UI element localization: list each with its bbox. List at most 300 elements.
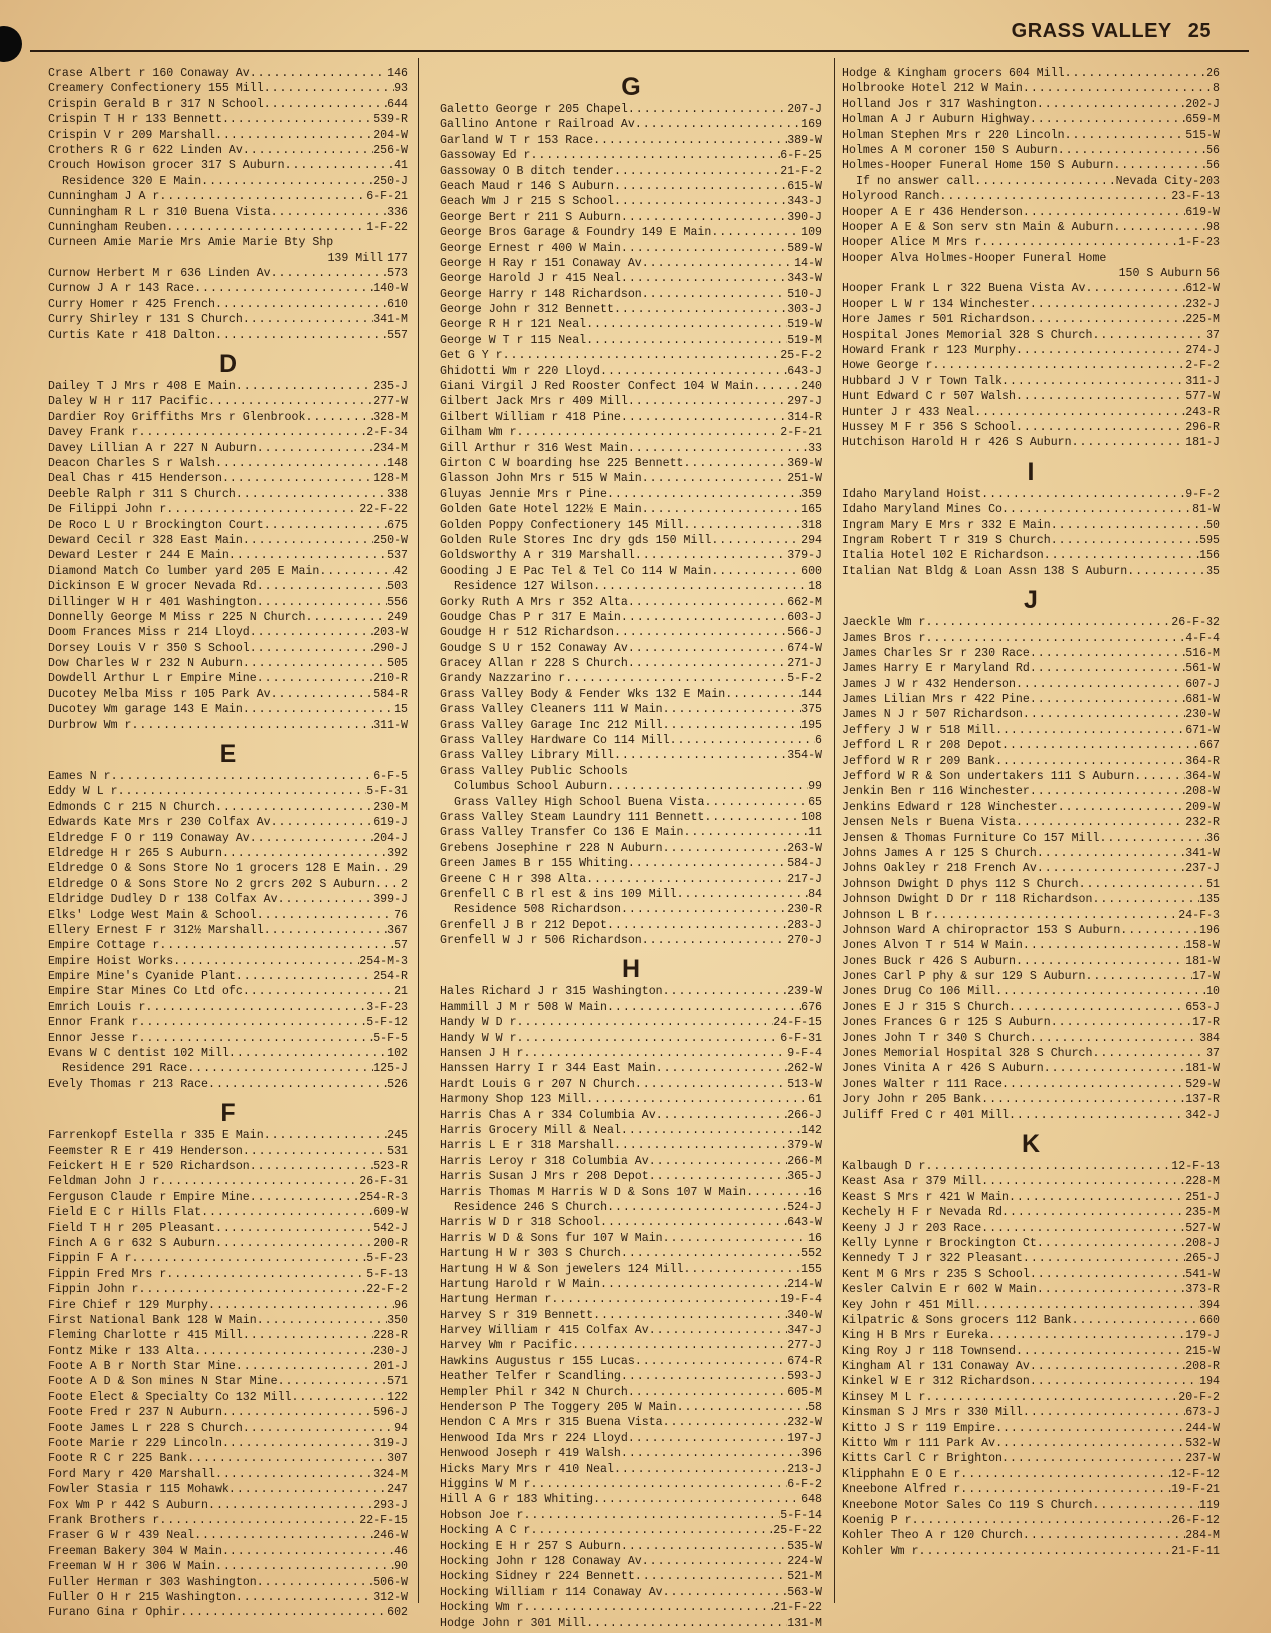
leader-dots bbox=[621, 902, 787, 917]
leader-dots bbox=[222, 112, 373, 127]
listing-phone: 208-J bbox=[1185, 1236, 1220, 1250]
listing-name: Gluyas Jennie Mrs r Pine bbox=[440, 487, 607, 501]
listing-phone: 232-W bbox=[787, 1416, 822, 1430]
listing-phone: 25-F-2 bbox=[780, 349, 822, 363]
listing-name: Kinsman S J Mrs r 330 Mill bbox=[842, 1406, 1023, 1420]
listing-entry bbox=[48, 533, 408, 548]
listing-phone: 324-M bbox=[373, 1467, 408, 1481]
listing-name: Deward Cecil r 328 East Main bbox=[48, 533, 243, 547]
listing-entry bbox=[842, 1298, 1220, 1313]
listing-phone: 347-J bbox=[787, 1324, 822, 1338]
listing-phone: 156 bbox=[1199, 549, 1220, 563]
leader-dots bbox=[1023, 1528, 1185, 1543]
listing-entry bbox=[842, 800, 1220, 815]
listing-entry bbox=[48, 564, 408, 579]
listing-phone: 165 bbox=[801, 503, 822, 517]
leader-dots bbox=[1016, 389, 1185, 404]
listing-entry bbox=[440, 1185, 822, 1200]
listing-entry bbox=[48, 1359, 408, 1374]
listing-name: Grass Valley Library Mill bbox=[440, 749, 614, 763]
listing-phone: 4-F-4 bbox=[1185, 631, 1220, 645]
listing-entry bbox=[48, 718, 408, 733]
listing-phone: 340-W bbox=[787, 1308, 822, 1322]
listing-entry bbox=[842, 235, 1220, 250]
listing-name: Jefford W R & Son undertakers 111 S Auburn bbox=[842, 770, 1135, 784]
listing-entry bbox=[842, 266, 1220, 281]
listing-phone: 521-M bbox=[787, 1570, 822, 1584]
listing-name: Foote A D & Son mines N Star Mine bbox=[48, 1375, 278, 1389]
listing-name: Curry Shirley r 131 S Church bbox=[48, 313, 243, 327]
listing-name: James Lilian Mrs r 422 Pine bbox=[842, 693, 1030, 707]
leader-dots bbox=[628, 394, 787, 409]
leader-dots bbox=[1030, 112, 1185, 127]
listing-entry bbox=[440, 579, 822, 594]
leader-dots bbox=[208, 1077, 387, 1092]
listing-entry bbox=[842, 661, 1220, 676]
leader-dots bbox=[642, 933, 787, 948]
leader-dots bbox=[1086, 281, 1186, 296]
listing-entry bbox=[440, 271, 822, 286]
leader-dots bbox=[1051, 1015, 1192, 1030]
listing-phone: 22-F-2 bbox=[366, 1283, 408, 1297]
leader-dots bbox=[222, 1544, 394, 1559]
listing-name: Residence 291 Race bbox=[62, 1062, 188, 1076]
leader-dots bbox=[264, 97, 387, 112]
listing-entry bbox=[842, 1092, 1220, 1107]
listing-name: Holyrood Ranch bbox=[842, 190, 940, 204]
listing-entry bbox=[440, 1108, 822, 1123]
listing-entry bbox=[48, 595, 408, 610]
listing-phone: 270-J bbox=[787, 934, 822, 948]
listing-entry bbox=[842, 769, 1220, 784]
listing-name: Hocking Sidney r 224 Bennett bbox=[440, 1570, 635, 1584]
listing-name: Jefford L R r 208 Depot bbox=[842, 739, 1003, 753]
listing-phone: 26-F-12 bbox=[1171, 1513, 1220, 1527]
leader-dots bbox=[663, 984, 788, 999]
listing-entry bbox=[842, 1421, 1220, 1436]
listing-entry bbox=[842, 143, 1220, 158]
leader-dots bbox=[600, 1277, 787, 1292]
listing-phone: 230-J bbox=[373, 1344, 408, 1358]
listing-phone: 169 bbox=[801, 118, 822, 132]
listing-entry bbox=[440, 1000, 822, 1015]
listing-entry bbox=[48, 251, 408, 266]
leader-dots bbox=[215, 800, 373, 815]
listing-phone: 56 bbox=[1206, 159, 1220, 173]
listing-entry bbox=[48, 1144, 408, 1159]
listing-entry bbox=[48, 456, 408, 471]
listing-name: Dorsey Louis V r 350 S School bbox=[48, 641, 250, 655]
listing-phone: 271-J bbox=[787, 657, 822, 671]
listing-name: Field T H r 205 Pleasant bbox=[48, 1221, 215, 1235]
listing-phone: 146 bbox=[387, 67, 408, 80]
listing-entry bbox=[48, 579, 408, 594]
listing-name: Jones Carl P phy & sur 129 S Auburn bbox=[842, 970, 1086, 984]
listing-entry bbox=[440, 317, 822, 332]
listing-name: De Roco L U r Brockington Court bbox=[48, 518, 264, 532]
listing-entry bbox=[842, 1046, 1220, 1061]
listing-entry bbox=[440, 933, 822, 948]
listing-name: Jones E J r 315 S Church bbox=[842, 1000, 1009, 1014]
leader-dots bbox=[586, 872, 787, 887]
listing-name: Kennedy T J r 322 Pleasant bbox=[842, 1252, 1023, 1266]
listing-phone: 17-W bbox=[1192, 970, 1220, 984]
leader-dots bbox=[375, 877, 401, 892]
listing-entry bbox=[440, 1123, 822, 1138]
listing-name: Empire Mine's Cyanide Plant bbox=[48, 970, 236, 984]
leader-dots bbox=[614, 1462, 787, 1477]
listing-phone: 135 bbox=[1199, 893, 1220, 907]
leader-dots bbox=[1065, 66, 1206, 81]
listing-name: Furano Gina r Ophir bbox=[48, 1606, 181, 1620]
leader-dots bbox=[173, 954, 359, 969]
listing-phone: 237-J bbox=[1185, 862, 1220, 876]
listing-name: Gilham Wm r bbox=[440, 426, 517, 440]
column-divider bbox=[418, 58, 419, 1603]
listing-phone: 513-W bbox=[787, 1077, 822, 1091]
leader-dots bbox=[614, 164, 780, 179]
listing-name: Harris W D & Sons fur 107 W Main bbox=[440, 1231, 663, 1245]
listing-entry bbox=[440, 1138, 822, 1153]
leader-dots bbox=[264, 81, 394, 96]
listing-name: Jones Drug Co 106 Mill bbox=[842, 985, 996, 999]
leader-dots bbox=[981, 1092, 1185, 1107]
listing-phone: 155 bbox=[801, 1262, 822, 1276]
listing-phone: 37 bbox=[1206, 328, 1220, 342]
listing-name: Deal Chas r 415 Henderson bbox=[48, 472, 222, 486]
listing-phone: 584-J bbox=[787, 857, 822, 871]
listing-phone: 532-W bbox=[1185, 1437, 1220, 1451]
listing-phone: 343-J bbox=[787, 195, 822, 209]
listing-entry bbox=[440, 984, 822, 999]
listing-name: First National Bank 128 W Main bbox=[48, 1313, 257, 1327]
leader-dots bbox=[1079, 877, 1207, 892]
listing-entry bbox=[440, 410, 822, 425]
listing-entry bbox=[440, 379, 822, 394]
listing-name: Kent M G Mrs r 235 S School bbox=[842, 1267, 1030, 1281]
leader-dots bbox=[628, 102, 787, 117]
leader-dots bbox=[1037, 1236, 1185, 1251]
listing-name: Ducotey Wm garage 143 E Main bbox=[48, 703, 243, 717]
listing-name: Handy W D r bbox=[440, 1016, 517, 1030]
leader-dots bbox=[670, 733, 815, 748]
listing-name: Hartung Harold r W Main bbox=[440, 1277, 601, 1291]
listing-phone: 9-F-2 bbox=[1185, 487, 1220, 501]
listing-entry bbox=[842, 205, 1220, 220]
leader-dots bbox=[1009, 1000, 1185, 1015]
listing-name: Curry Homer r 425 French bbox=[48, 297, 215, 311]
leader-dots bbox=[614, 1138, 787, 1153]
leader-dots bbox=[138, 1282, 366, 1297]
listing-name: James Charles Sr r 230 Race bbox=[842, 646, 1030, 660]
listing-name: Hobson Joe r bbox=[440, 1508, 524, 1522]
leader-dots bbox=[1065, 128, 1186, 143]
leader-dots bbox=[1023, 1251, 1185, 1266]
listing-phone: 235-J bbox=[373, 380, 408, 394]
listing-name: Hansen J H r bbox=[440, 1047, 524, 1061]
listing-phone: 21-F-2 bbox=[780, 164, 822, 178]
listing-phone: 230-M bbox=[373, 800, 408, 814]
listing-name: Field E C r Hills Flat bbox=[48, 1206, 202, 1220]
column-3 bbox=[842, 66, 1220, 1559]
listing-phone: 16 bbox=[808, 1231, 822, 1245]
leader-dots bbox=[229, 1046, 387, 1061]
listing-name: Fuller O H r 215 Washington bbox=[48, 1590, 236, 1604]
listing-name: Johnson L B r bbox=[842, 908, 933, 922]
listing-name: Grass Valley Body & Fender Wks 132 E Main bbox=[440, 687, 726, 701]
listing-name: Kneebone Alfred r bbox=[842, 1483, 961, 1497]
listing-name: Kechely H F r Nevada Rd bbox=[842, 1206, 1003, 1220]
listing-entry bbox=[440, 671, 822, 686]
leader-dots bbox=[187, 1061, 373, 1076]
leader-dots bbox=[1002, 1451, 1185, 1466]
listing-phone: 336 bbox=[387, 205, 408, 219]
listing-phone: 364-W bbox=[1185, 770, 1220, 784]
listing-entry bbox=[440, 1308, 822, 1323]
listing-name: Fippin Fred Mrs r bbox=[48, 1267, 167, 1281]
listing-name: James Bros r bbox=[842, 631, 926, 645]
listing-phone: 22-F-22 bbox=[359, 503, 408, 517]
leader-dots bbox=[988, 1328, 1185, 1343]
leader-dots bbox=[607, 1000, 801, 1015]
leader-dots bbox=[614, 179, 787, 194]
listing-phone: 328-M bbox=[373, 410, 408, 424]
listing-entry bbox=[48, 1559, 408, 1574]
listing-entry bbox=[440, 1154, 822, 1169]
leader-dots bbox=[517, 1031, 781, 1046]
leader-dots bbox=[656, 1061, 788, 1076]
listing-entry bbox=[48, 143, 408, 158]
listing-name: Kesler Calvin E r 602 W Main bbox=[842, 1283, 1037, 1297]
listing-entry bbox=[440, 595, 822, 610]
listing-phone: 573 bbox=[387, 267, 408, 281]
listing-phone: 1-F-22 bbox=[366, 220, 408, 234]
listing-entry bbox=[440, 1231, 822, 1246]
leader-dots bbox=[243, 1421, 394, 1436]
listing-phone: 250-J bbox=[373, 174, 408, 188]
listing-phone: 6 bbox=[815, 734, 822, 748]
listing-name: Kinkel W E r 312 Richardson bbox=[842, 1375, 1030, 1389]
listing-name: Cunningham Reuben bbox=[48, 220, 167, 234]
listing-entry bbox=[842, 1205, 1220, 1220]
listing-name: Crispin Gerald B r 317 N School bbox=[48, 97, 264, 111]
leader-dots bbox=[278, 892, 374, 907]
listing-phone: 251-J bbox=[1185, 1190, 1220, 1204]
leader-dots bbox=[1092, 1046, 1206, 1061]
leader-dots bbox=[215, 1559, 394, 1574]
listing-entry bbox=[440, 456, 822, 471]
listing-name: Hooper Alva Holmes-Hooper Funeral Home bbox=[842, 251, 1107, 265]
listing-entry bbox=[48, 112, 408, 127]
listing-phone: 90 bbox=[394, 1560, 408, 1574]
listing-phone: 503 bbox=[387, 580, 408, 594]
listing-entry bbox=[842, 420, 1220, 435]
leader-dots bbox=[586, 317, 787, 332]
leader-dots bbox=[1023, 1405, 1185, 1420]
listing-phone: 109 bbox=[801, 226, 822, 240]
listing-entry bbox=[48, 938, 408, 953]
leader-dots bbox=[684, 825, 809, 840]
listing-entry bbox=[842, 646, 1220, 661]
listing-phone: 203-W bbox=[373, 626, 408, 640]
listing-entry bbox=[48, 1421, 408, 1436]
listing-phone: 5-F-5 bbox=[373, 1031, 408, 1045]
listing-name: Eldridge Dudley D r 138 Colfax Av bbox=[48, 893, 278, 907]
listing-name: Jones Vinita A r 426 S Auburn bbox=[842, 1062, 1044, 1076]
listing-entry bbox=[842, 435, 1220, 450]
listing-phone: 6-F-5 bbox=[373, 770, 408, 784]
listing-phone: 375 bbox=[801, 703, 822, 717]
listing-phone: 681-W bbox=[1185, 693, 1220, 707]
listing-entry bbox=[440, 1554, 822, 1569]
listing-phone: 293-J bbox=[373, 1498, 408, 1512]
listing-entry bbox=[440, 902, 822, 917]
listing-name: Hendon C A Mrs r 315 Buena Vista bbox=[440, 1416, 663, 1430]
listing-name: Grebens Josephine r 228 N Auburn bbox=[440, 841, 663, 855]
listing-name: Emrich Louis r bbox=[48, 1000, 146, 1014]
listing-name: Davey Frank r bbox=[48, 426, 139, 440]
leader-dots bbox=[530, 1477, 787, 1492]
listing-entry bbox=[440, 702, 822, 717]
listing-entry bbox=[842, 1498, 1220, 1513]
listing-entry bbox=[842, 1282, 1220, 1297]
listing-entry bbox=[842, 692, 1220, 707]
listing-name: James Harry E r Maryland Rd bbox=[842, 662, 1030, 676]
listing-entry bbox=[48, 328, 408, 343]
leader-dots bbox=[1002, 1205, 1185, 1220]
listing-name: Johnson Dwight D Dr r 118 Richardson bbox=[842, 893, 1093, 907]
leader-dots bbox=[614, 748, 787, 763]
leader-dots bbox=[607, 487, 801, 502]
listing-entry bbox=[48, 1313, 408, 1328]
listing-entry bbox=[842, 1390, 1220, 1405]
leader-dots bbox=[621, 410, 787, 425]
listing-phone: 619-W bbox=[1185, 205, 1220, 219]
listing-phone: 542-J bbox=[373, 1221, 408, 1235]
listing-name: Eames N r bbox=[48, 770, 111, 784]
leader-dots bbox=[243, 1328, 373, 1343]
listing-entry bbox=[842, 1221, 1220, 1236]
listing-entry bbox=[842, 1108, 1220, 1123]
leader-dots bbox=[995, 754, 1185, 769]
listing-phone: 603-J bbox=[787, 610, 822, 624]
listing-name: Jensen Nels r Buena Vista bbox=[842, 816, 1016, 830]
listing-phone: 552 bbox=[801, 1247, 822, 1261]
listing-entry bbox=[842, 1374, 1220, 1389]
leader-dots bbox=[257, 579, 387, 594]
listing-entry bbox=[842, 831, 1220, 846]
listing-phone: 76 bbox=[394, 908, 408, 922]
listing-entry bbox=[842, 615, 1220, 630]
listing-name: Ennor Frank r bbox=[48, 1016, 139, 1030]
listing-name: Kalbaugh D r bbox=[842, 1160, 926, 1173]
listing-name: Koenig P r bbox=[842, 1513, 912, 1527]
listing-name: Grenfell J B r 212 Depot bbox=[440, 918, 607, 932]
listing-entry bbox=[842, 502, 1220, 517]
listing-entry bbox=[440, 102, 822, 117]
listing-phone: 201-J bbox=[373, 1360, 408, 1374]
listing-phone: 589-W bbox=[787, 241, 822, 255]
listing-entry bbox=[842, 112, 1220, 127]
listing-name: Hooper A E r 436 Henderson bbox=[842, 205, 1023, 219]
listing-entry bbox=[842, 723, 1220, 738]
listing-entry bbox=[48, 1190, 408, 1205]
listing-phone: 373-R bbox=[1185, 1283, 1220, 1297]
listing-phone: 240 bbox=[801, 380, 822, 394]
leader-dots bbox=[1127, 564, 1206, 579]
leader-dots bbox=[236, 1590, 373, 1605]
listing-name: Hunter J r 433 Neal bbox=[842, 405, 975, 419]
listing-name: James J W r 432 Henderson bbox=[842, 677, 1016, 691]
listing-phone: 662-M bbox=[787, 595, 822, 609]
listing-phone: 531 bbox=[387, 1144, 408, 1158]
listing-name: Gallino Antone r Railroad Av bbox=[440, 118, 635, 132]
listing-name: Ennor Jesse r bbox=[48, 1031, 139, 1045]
listing-entry bbox=[440, 1462, 822, 1477]
leader-dots bbox=[1023, 938, 1185, 953]
listing-name: Hocking John r 128 Conaway Av bbox=[440, 1554, 642, 1568]
leader-dots bbox=[926, 1390, 1179, 1405]
listing-phone: 256-W bbox=[373, 143, 408, 157]
listing-entry bbox=[842, 892, 1220, 907]
listing-phone: 22-F-15 bbox=[359, 1513, 408, 1527]
listing-phone: 33 bbox=[808, 441, 822, 455]
listing-entry bbox=[842, 984, 1220, 999]
leader-dots bbox=[222, 1436, 373, 1451]
listing-name: Gassoway O B ditch tender bbox=[440, 164, 614, 178]
listing-entry bbox=[440, 394, 822, 409]
listing-phone: 342-J bbox=[1185, 1108, 1220, 1122]
listing-name: Hooper Alice M Mrs r bbox=[842, 236, 982, 250]
listing-phone: 208-R bbox=[1185, 1360, 1220, 1374]
column-2 bbox=[440, 66, 822, 1631]
listing-entry bbox=[842, 1544, 1220, 1559]
leader-dots bbox=[1023, 205, 1185, 220]
listing-entry bbox=[440, 256, 822, 271]
leader-dots bbox=[257, 595, 387, 610]
leader-dots bbox=[375, 861, 394, 876]
listing-entry bbox=[842, 128, 1220, 143]
listing-entry bbox=[440, 210, 822, 225]
leader-dots bbox=[621, 271, 787, 286]
listing-phone: 56 bbox=[1206, 267, 1220, 281]
leader-dots bbox=[1030, 312, 1185, 327]
leader-dots bbox=[663, 841, 788, 856]
listing-phone: 208-W bbox=[1185, 785, 1220, 799]
listing-phone: 42 bbox=[394, 564, 408, 578]
listing-entry bbox=[440, 133, 822, 148]
leader-dots bbox=[166, 502, 359, 517]
listing-name: Eldredge O & Sons Store No 1 grocers 128 E Main bbox=[48, 862, 375, 876]
listing-entry bbox=[440, 1569, 822, 1584]
listing-name: George H Ray r 151 Conaway Av bbox=[440, 256, 642, 270]
listing-name: Jones Memorial Hospital 328 S Church bbox=[842, 1047, 1093, 1061]
leader-dots bbox=[1072, 435, 1186, 450]
listing-phone: 195 bbox=[801, 718, 822, 732]
listing-name: Gooding J E Pac Tel & Tel Co 114 W Main bbox=[440, 564, 712, 578]
listing-entry bbox=[440, 364, 822, 379]
listing-entry bbox=[48, 235, 408, 250]
listing-entry bbox=[440, 471, 822, 486]
leader-dots bbox=[236, 1359, 373, 1374]
leader-dots bbox=[215, 328, 387, 343]
listing-phone: 2 bbox=[401, 877, 408, 891]
listing-phone: 181-W bbox=[1185, 954, 1220, 968]
listing-entry bbox=[48, 205, 408, 220]
listing-entry bbox=[440, 748, 822, 763]
listing-phone: 277-J bbox=[787, 1339, 822, 1353]
listing-phone: 18 bbox=[808, 580, 822, 594]
